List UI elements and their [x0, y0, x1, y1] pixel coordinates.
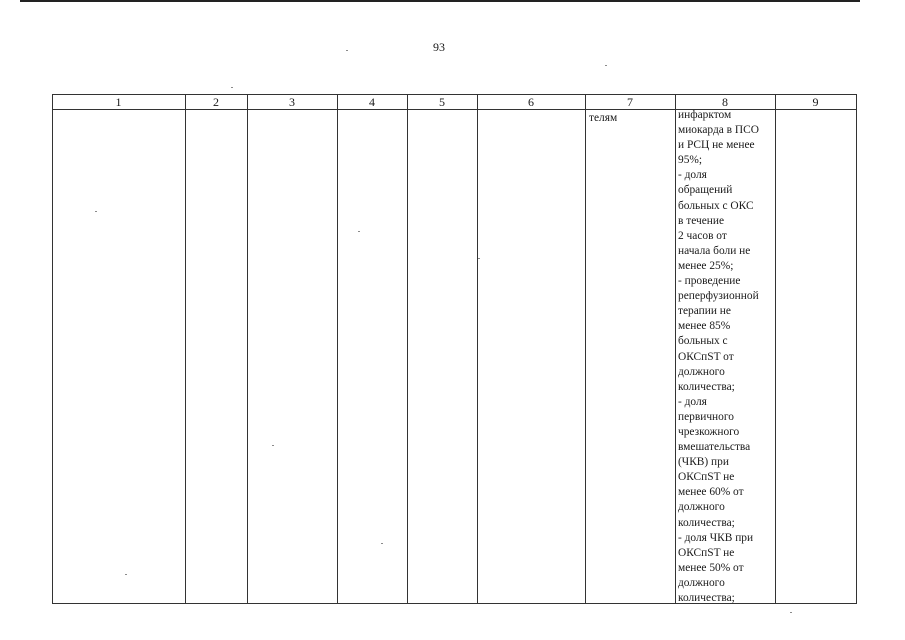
cell-column-8-line: больных с ОКС	[678, 199, 754, 212]
column-divider-7-8	[675, 94, 676, 604]
cell-column-8-line: ОКСпST от	[678, 350, 734, 363]
cell-column-8-line: должного	[678, 576, 725, 589]
cell-column-8-line: менее 60% от	[678, 486, 744, 499]
data-table	[52, 94, 857, 604]
cell-column-8-line: начала боли не	[678, 244, 751, 257]
column-divider-3-4	[337, 94, 338, 604]
cell-column-8-line: больных с	[678, 335, 728, 348]
cell-column-8-line: обращений	[678, 184, 733, 197]
column-divider-4-5	[407, 94, 408, 604]
column-number-9: 9	[812, 95, 819, 109]
cell-column-8-line: количества;	[678, 516, 735, 529]
cell-column-8-line: 95%;	[678, 154, 703, 167]
cell-column-8-line: терапии не	[678, 305, 731, 318]
scan-speck	[231, 87, 233, 88]
cell-column-8-line: - доля	[678, 169, 707, 182]
cell-column-8-line: менее 85%	[678, 320, 731, 333]
scan-speck	[381, 543, 383, 544]
cell-column-8-line: менее 25%;	[678, 259, 734, 272]
column-number-8: 8	[722, 95, 728, 109]
cell-column-8-line: инфарктом	[678, 109, 732, 121]
cell-column-8-line: миокарда в ПСО	[678, 124, 759, 137]
cell-column-8-line: количества;	[678, 380, 735, 393]
cell-column-8-line: 2 часов от	[678, 229, 727, 242]
scan-speck	[95, 211, 97, 212]
column-number-2: 2	[213, 95, 219, 109]
table-left-border	[52, 94, 53, 604]
cell-column-8-line: реперфузионной	[678, 290, 759, 303]
cell-column-8-line: ОКСпST не	[678, 471, 735, 484]
column-number-6: 6	[528, 95, 534, 109]
column-number-5: 5	[439, 95, 445, 109]
cell-column-8-line: должного	[678, 365, 725, 378]
cell-column-8-line: - доля ЧКВ при	[678, 531, 754, 544]
scan-speck	[272, 445, 274, 446]
scan-speck	[478, 258, 480, 259]
column-number-4: 4	[369, 95, 375, 109]
column-number-7: 7	[627, 95, 633, 109]
cell-column-8	[678, 108, 774, 606]
cell-column-8-line: должного	[678, 501, 725, 514]
scan-speck	[358, 231, 360, 232]
table-right-border	[856, 94, 857, 604]
column-number-1: 1	[115, 95, 122, 109]
column-divider-2-3	[247, 94, 248, 604]
cell-column-8-line: вмешательства	[678, 441, 751, 454]
scan-speck	[790, 612, 792, 613]
cell-column-7: телям	[589, 112, 618, 124]
scan-speck	[346, 50, 348, 51]
column-divider-8-9	[775, 94, 776, 604]
column-divider-6-7	[585, 94, 586, 604]
cell-column-8-line: менее 50% от	[678, 561, 744, 574]
column-divider-5-6	[477, 94, 478, 604]
cell-column-8-line: в течение	[678, 214, 725, 227]
column-divider-1-2	[185, 94, 186, 604]
cell-column-8-line: количества;	[678, 592, 735, 604]
cell-column-8-line: - проведение	[678, 275, 741, 288]
page-number: 93	[433, 40, 445, 54]
cell-column-8-line: (ЧКВ) при	[678, 456, 729, 469]
cell-column-8-line: чрезкожного	[678, 425, 740, 438]
top-edge-rule	[20, 0, 860, 2]
cell-column-8-line: и РСЦ не менее	[678, 139, 755, 152]
cell-column-8-line: - доля	[678, 395, 707, 408]
scan-speck	[125, 574, 127, 575]
scan-speck	[605, 65, 607, 66]
column-number-3: 3	[289, 95, 295, 109]
cell-column-8-line: первичного	[678, 410, 734, 423]
cell-column-8-line: ОКСпST не	[678, 546, 735, 559]
